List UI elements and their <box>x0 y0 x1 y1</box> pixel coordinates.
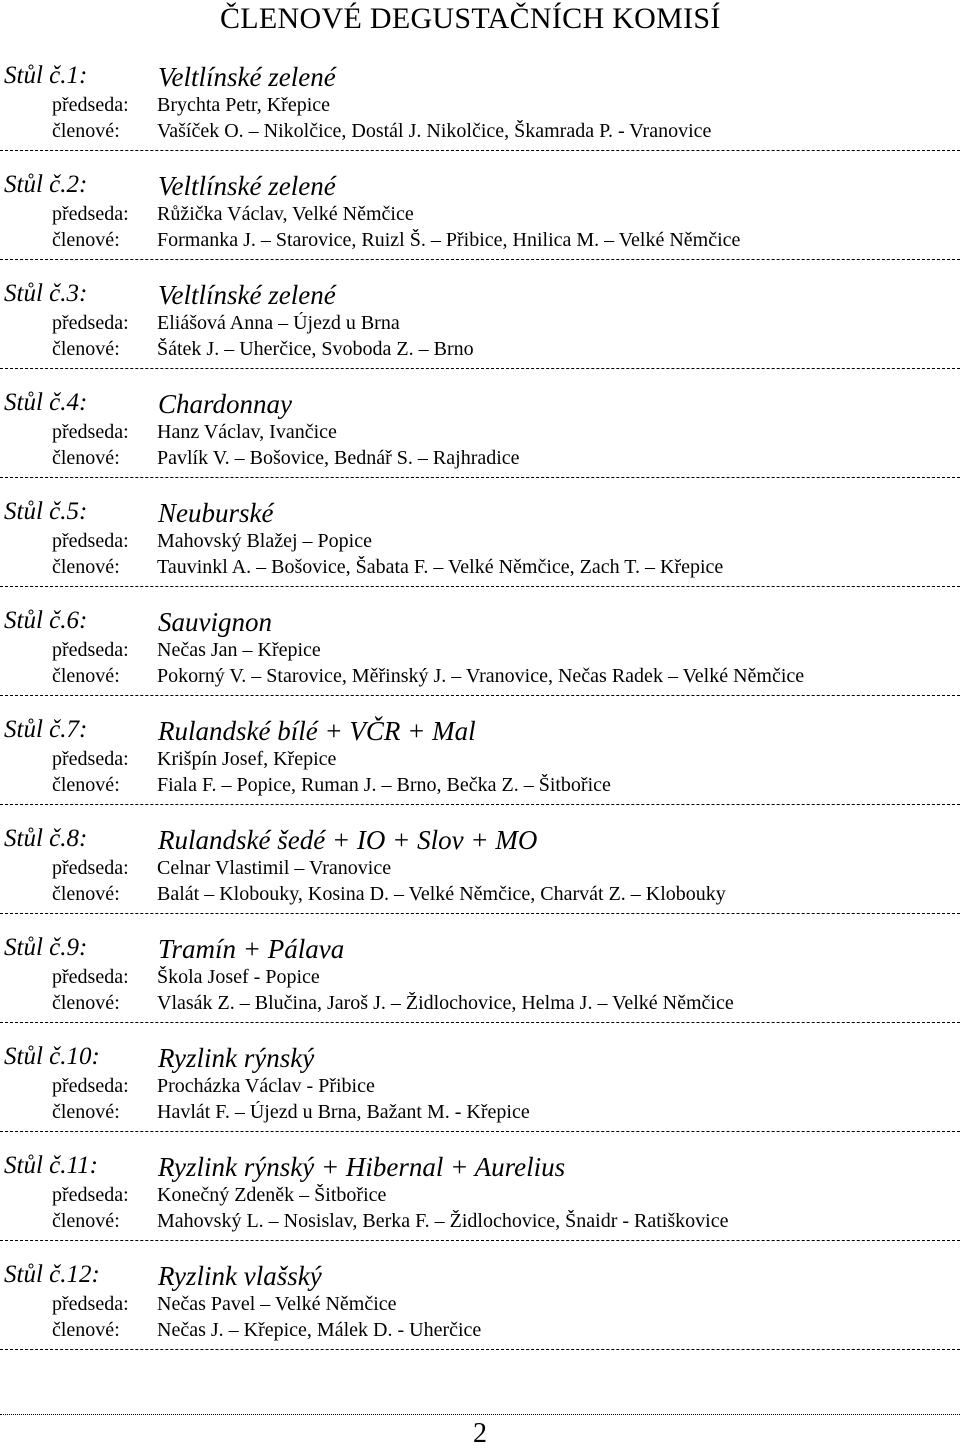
tasting-table <box>0 498 960 607</box>
chair-name: Mahovský Blažej – Popice <box>157 530 372 552</box>
section-divider <box>0 477 960 478</box>
chair-row <box>0 857 960 883</box>
chair-label: předseda: <box>52 421 129 443</box>
members-names: Nečas J. – Křepice, Málek D. - Uherčice <box>157 1319 482 1341</box>
tasting-table <box>0 1043 960 1152</box>
members-label: členové: <box>52 1319 120 1341</box>
wine-variety: Sauvignon <box>158 607 272 637</box>
chair-label: předseda: <box>52 857 129 879</box>
members-names: Havlát F. – Újezd u Brna, Bažant M. - Křepice <box>157 1101 530 1123</box>
page-number: 2 <box>473 1418 487 1449</box>
table-header-row <box>0 498 960 532</box>
chair-name: Procházka Václav - Přibice <box>157 1075 375 1097</box>
section-divider <box>0 150 960 151</box>
members-label: členové: <box>52 665 120 687</box>
section-divider <box>0 804 960 805</box>
chair-name: Eliášová Anna – Újezd u Brna <box>157 312 400 334</box>
chair-row <box>0 1184 960 1210</box>
table-number: Stůl č.6: <box>4 607 88 634</box>
members-row <box>0 120 960 146</box>
chair-row <box>0 203 960 229</box>
section-divider <box>0 913 960 914</box>
table-number: Stůl č.12: <box>4 1261 100 1288</box>
members-label: členové: <box>52 1101 120 1123</box>
members-names: Pavlík V. – Bošovice, Bednář S. – Rajhradice <box>157 447 520 469</box>
chair-row <box>0 421 960 447</box>
table-header-row <box>0 171 960 205</box>
wine-variety: Neuburské <box>158 498 274 528</box>
members-label: členové: <box>52 120 120 142</box>
table-header-row <box>0 1261 960 1295</box>
chair-name: Celnar Vlastimil – Vranovice <box>157 857 392 879</box>
table-header-row <box>0 280 960 314</box>
table-number: Stůl č.7: <box>4 716 88 743</box>
members-names: Vlasák Z. – Blučina, Jaroš J. – Židlochovice, Helma J. – Velké Němčice <box>157 992 734 1014</box>
members-row <box>0 883 960 909</box>
section-divider <box>0 259 960 260</box>
members-label: členové: <box>52 774 120 796</box>
table-header-row <box>0 1152 960 1186</box>
members-names: Formanka J. – Starovice, Ruizl Š. – Přibice, Hnilica M. – Velké Němčice <box>157 229 741 251</box>
table-number: Stůl č.2: <box>4 171 88 198</box>
footer-divider <box>0 1414 960 1415</box>
section-divider <box>0 1349 960 1350</box>
tasting-table <box>0 825 960 934</box>
wine-variety: Veltlínské zelené <box>158 280 336 310</box>
chair-name: Brychta Petr, Křepice <box>157 94 331 116</box>
tasting-table <box>0 280 960 389</box>
section-divider <box>0 1131 960 1132</box>
chair-row <box>0 1293 960 1319</box>
wine-variety: Veltlínské zelené <box>158 171 336 201</box>
chair-label: předseda: <box>52 94 129 116</box>
chair-label: předseda: <box>52 966 129 988</box>
chair-label: předseda: <box>52 639 129 661</box>
chair-label: předseda: <box>52 1075 129 1097</box>
section-divider <box>0 368 960 369</box>
tasting-table <box>0 389 960 498</box>
table-header-row <box>0 607 960 641</box>
members-label: členové: <box>52 883 120 905</box>
section-divider <box>0 695 960 696</box>
members-label: členové: <box>52 992 120 1014</box>
page-title: ČLENOVÉ DEGUSTAČNÍCH KOMISÍ <box>220 2 721 35</box>
members-names: Vašíček O. – Nikolčice, Dostál J. Nikolčice, Škamrada P. - Vranovice <box>157 120 712 142</box>
chair-row <box>0 1075 960 1101</box>
table-number: Stůl č.1: <box>4 62 88 89</box>
wine-variety: Tramín + Pálava <box>158 934 345 964</box>
wine-variety: Chardonnay <box>158 389 292 419</box>
chair-name: Krišpín Josef, Křepice <box>157 748 337 770</box>
table-header-row <box>0 934 960 968</box>
section-divider <box>0 1240 960 1241</box>
wine-variety: Ryzlink vlašský <box>158 1261 322 1291</box>
members-label: členové: <box>52 447 120 469</box>
table-header-row <box>0 1043 960 1077</box>
table-header-row <box>0 389 960 423</box>
chair-row <box>0 312 960 338</box>
tasting-tables-list <box>0 62 960 1370</box>
chair-name: Nečas Jan – Křepice <box>157 639 321 661</box>
members-row <box>0 1210 960 1236</box>
chair-name: Nečas Pavel – Velké Němčice <box>157 1293 397 1315</box>
table-number: Stůl č.9: <box>4 934 88 961</box>
table-number: Stůl č.8: <box>4 825 88 852</box>
members-label: členové: <box>52 338 120 360</box>
table-number: Stůl č.11: <box>4 1152 98 1179</box>
members-row <box>0 1319 960 1345</box>
members-label: členové: <box>52 229 120 251</box>
chair-row <box>0 966 960 992</box>
table-header-row <box>0 62 960 96</box>
chair-name: Hanz Václav, Ivančice <box>157 421 337 443</box>
members-names: Tauvinkl A. – Bošovice, Šabata F. – Velké Němčice, Zach T. – Křepice <box>157 556 724 578</box>
members-names: Mahovský L. – Nosislav, Berka F. – Židlochovice, Šnaidr - Ratiškovice <box>157 1210 729 1232</box>
wine-variety: Rulandské šedé + IO + Slov + MO <box>158 825 538 855</box>
chair-label: předseda: <box>52 312 129 334</box>
chair-name: Růžička Václav, Velké Němčice <box>157 203 414 225</box>
tasting-table <box>0 716 960 825</box>
table-number: Stůl č.10: <box>4 1043 100 1070</box>
members-row <box>0 1101 960 1127</box>
chair-name: Škola Josef - Popice <box>157 966 320 988</box>
chair-label: předseda: <box>52 1184 129 1206</box>
table-number: Stůl č.3: <box>4 280 88 307</box>
members-row <box>0 665 960 691</box>
table-number: Stůl č.4: <box>4 389 88 416</box>
members-label: členové: <box>52 556 120 578</box>
members-names: Fiala F. – Popice, Ruman J. – Brno, Bečka Z. – Šitbořice <box>157 774 611 796</box>
members-names: Pokorný V. – Starovice, Měřinský J. – Vranovice, Nečas Radek – Velké Němčice <box>157 665 805 687</box>
chair-row <box>0 639 960 665</box>
wine-variety: Rulandské bílé + VČR + Mal <box>158 716 476 746</box>
tasting-table <box>0 1261 960 1370</box>
table-header-row <box>0 825 960 859</box>
chair-row <box>0 530 960 556</box>
chair-row <box>0 748 960 774</box>
chair-label: předseda: <box>52 1293 129 1315</box>
wine-variety: Ryzlink rýnský + Hibernal + Aurelius <box>158 1152 566 1182</box>
wine-variety: Ryzlink rýnský <box>158 1043 315 1073</box>
members-row <box>0 774 960 800</box>
members-row <box>0 992 960 1018</box>
members-row <box>0 229 960 255</box>
wine-variety: Veltlínské zelené <box>158 62 336 92</box>
table-header-row <box>0 716 960 750</box>
tasting-table <box>0 607 960 716</box>
tasting-table <box>0 62 960 171</box>
tasting-table <box>0 1152 960 1261</box>
chair-label: předseda: <box>52 203 129 225</box>
table-number: Stůl č.5: <box>4 498 88 525</box>
members-row <box>0 556 960 582</box>
tasting-table <box>0 171 960 280</box>
chair-name: Konečný Zdeněk – Šitbořice <box>157 1184 387 1206</box>
chair-label: předseda: <box>52 748 129 770</box>
section-divider <box>0 586 960 587</box>
members-names: Šátek J. – Uherčice, Svoboda Z. – Brno <box>157 338 474 360</box>
members-label: členové: <box>52 1210 120 1232</box>
members-names: Balát – Klobouky, Kosina D. – Velké Němčice, Charvát Z. – Klobouky <box>157 883 726 905</box>
chair-row <box>0 94 960 120</box>
members-row <box>0 338 960 364</box>
members-row <box>0 447 960 473</box>
tasting-table <box>0 934 960 1043</box>
chair-label: předseda: <box>52 530 129 552</box>
section-divider <box>0 1022 960 1023</box>
